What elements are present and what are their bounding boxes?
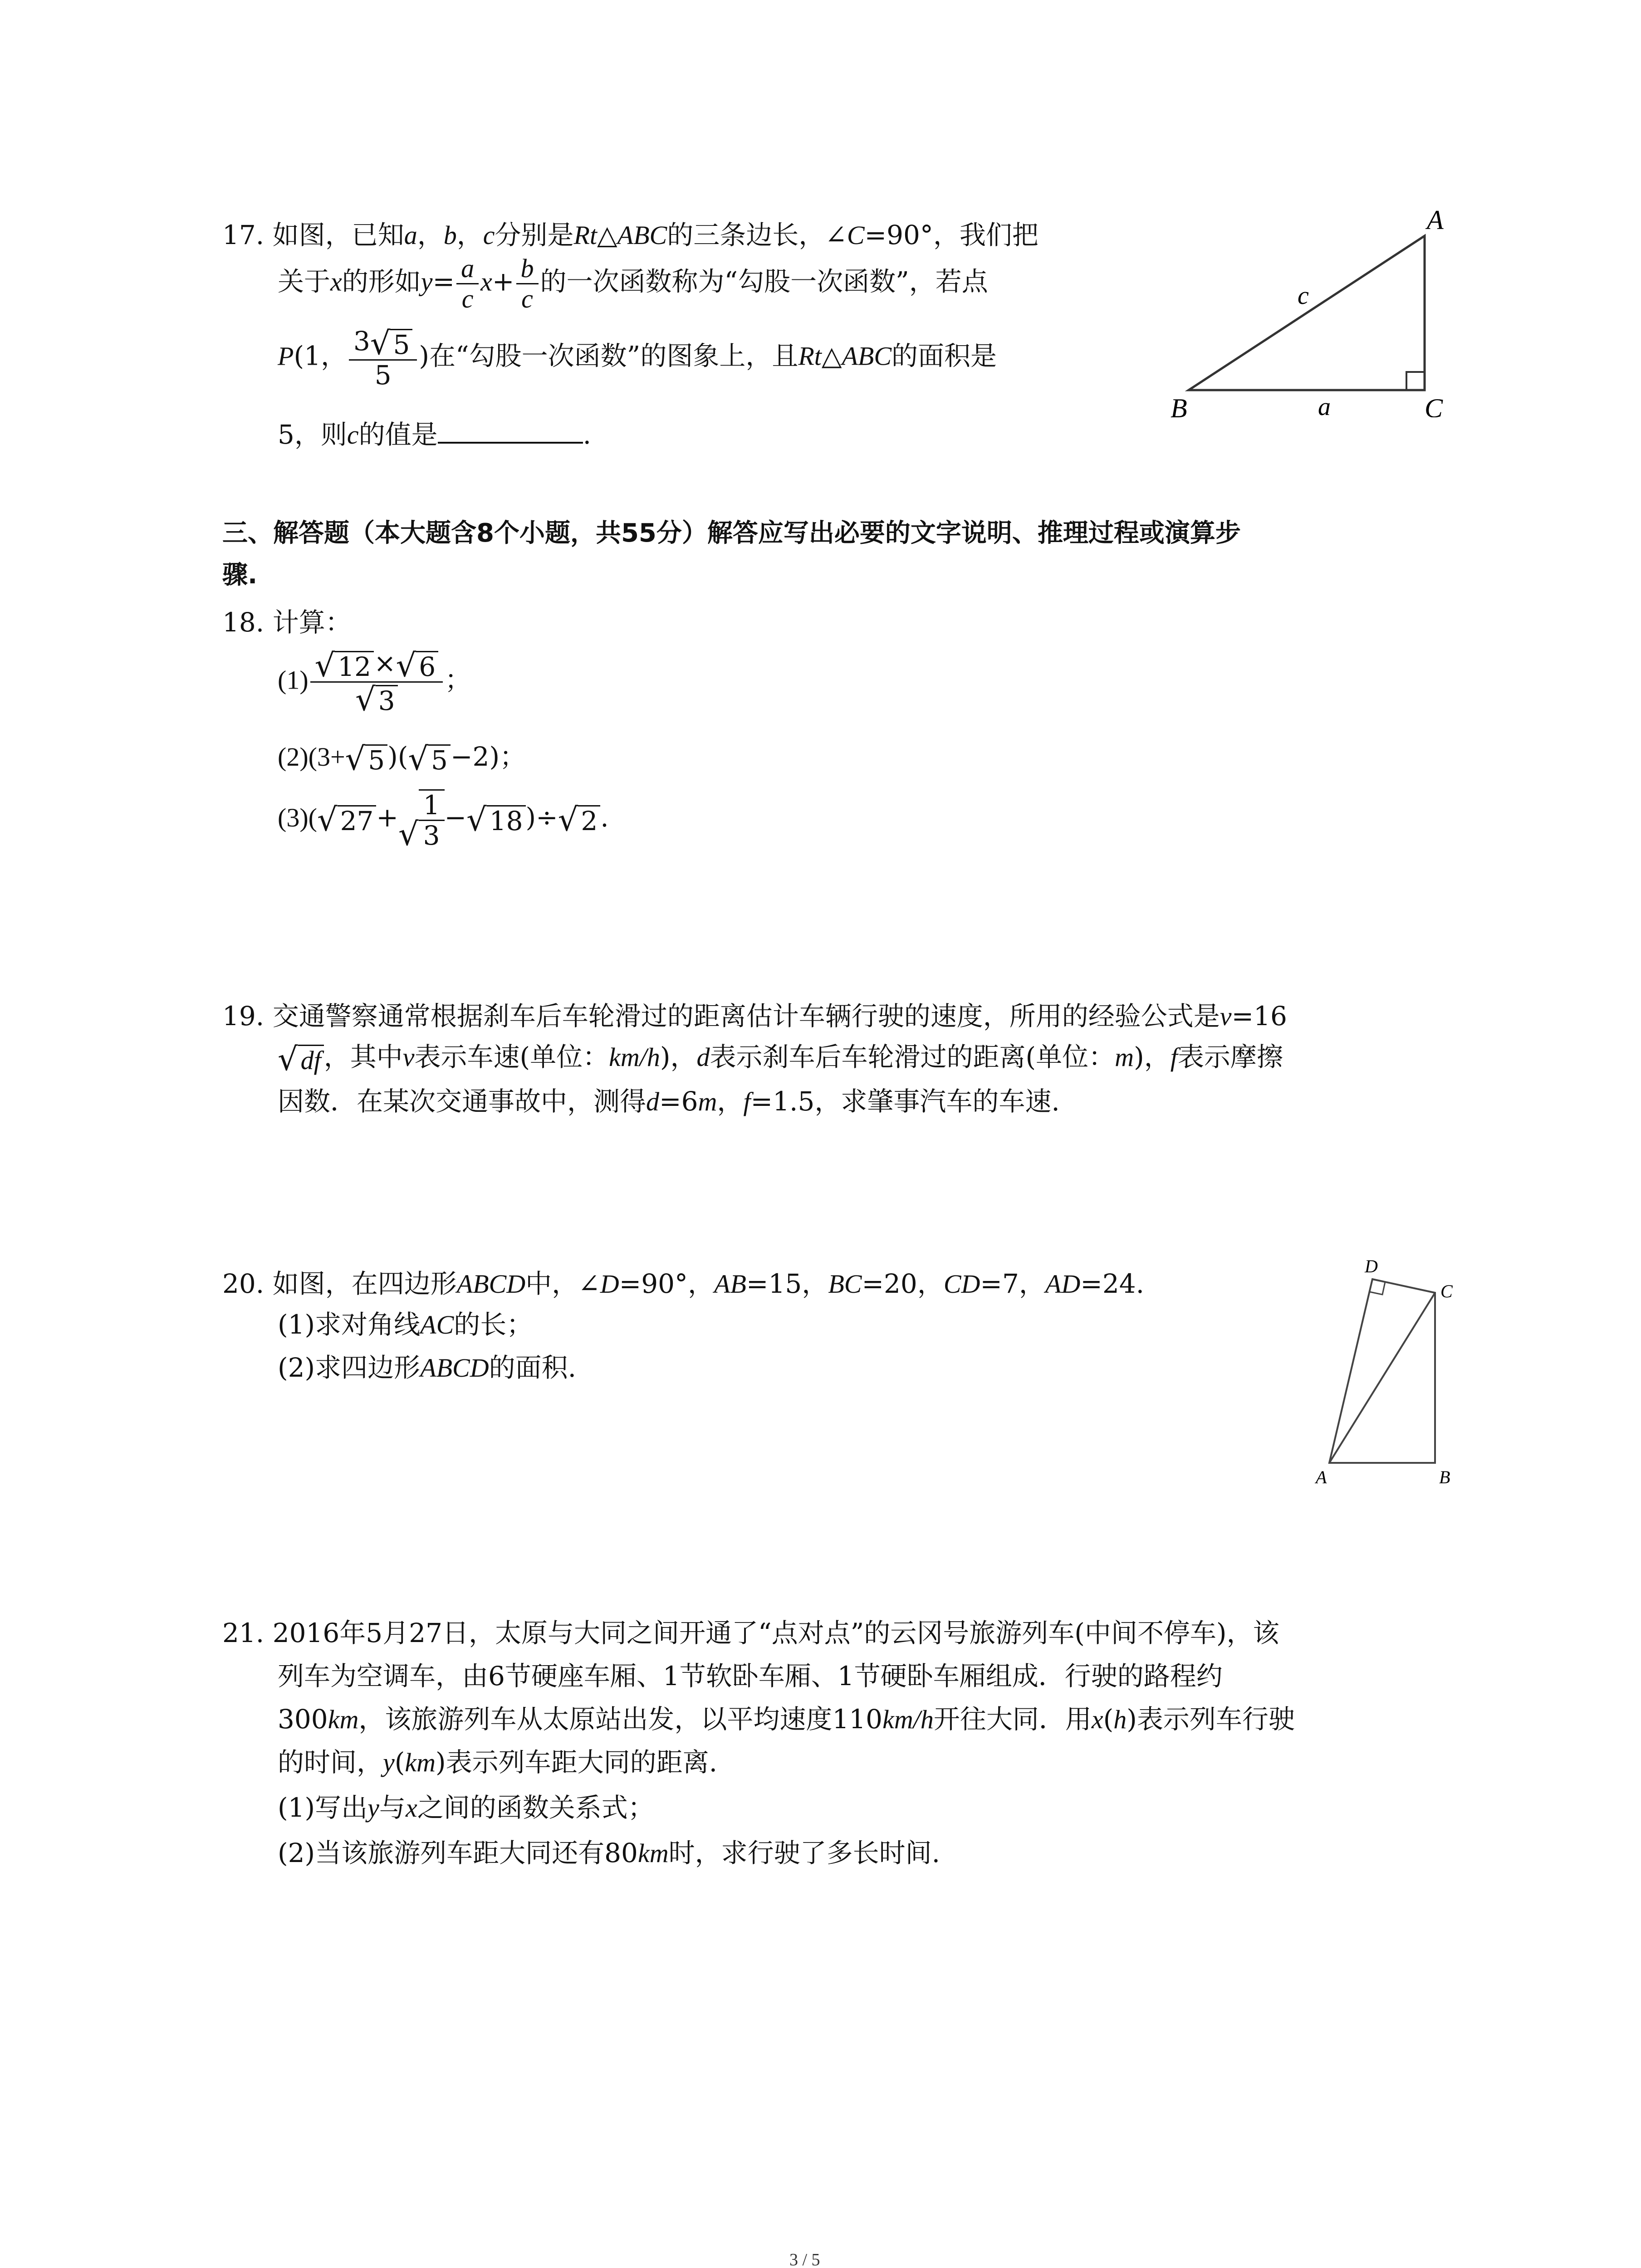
fraction-3root5-over-5: 3 √ 5 5 — [349, 327, 417, 390]
label-B: B — [1171, 393, 1187, 417]
label-C: C — [1425, 393, 1443, 417]
q20-quadrilateral-figure — [1298, 1252, 1479, 1488]
section-3-heading: 三、解答题（本大题含8个小题，共55分）解答应写出必要的文字说明、推理过程或演算步 — [222, 518, 1241, 548]
q21-line-6: (2)当该旅游列车距大同还有80km时，求行驶了多长时间. — [278, 1838, 941, 1868]
q21-line-3: 300km，该旅游列车从太原站出发，以平均速度110km/h开往大同．用x(h)表示列车行驶 — [278, 1704, 1295, 1735]
q20-line-2: (1)求对角线AC的长； — [278, 1309, 533, 1340]
right-angle-mark — [1406, 372, 1425, 390]
q17-line-3: P(1， 3 √ 5 5 )在“勾股一次函数”的图象上，且Rt△ABC的面积是 — [278, 324, 997, 391]
answer-blank[interactable] — [438, 416, 583, 444]
q17-triangle-figure — [1161, 209, 1479, 417]
q20-line-1: 20. 如图，在四边形ABCD中，∠D=90°，AB=15，BC=20，CD=7，AD=24. — [222, 1268, 1145, 1299]
triangle-abc — [1189, 236, 1425, 390]
q18-part-2: (2)(3+ √ 5 )( √ 5 −2)； — [278, 740, 526, 777]
q17-line-4: 5，则c的值是 . — [278, 416, 591, 453]
fraction-q18-1: √ 12 × √ 6 √ 3 — [310, 649, 443, 715]
page-number: 3 / 5 — [789, 2250, 820, 2268]
q18-part-1: (1) √ 12 × √ 6 √ 3 ； — [278, 646, 471, 718]
q18-title: 18. 计算： — [222, 607, 352, 638]
label-c: c — [1298, 282, 1309, 310]
label-A: A — [1427, 209, 1444, 235]
q21-line-1: 21. 2016年5月27日，太原与大同之间开通了“点对点”的云冈号旅游列车(中间不停车)，该 — [222, 1618, 1279, 1648]
quadrilateral-abcd — [1329, 1279, 1435, 1463]
q19-line-3: 因数．在某次交通事故中，测得d=6m，f=1.5，求肇事汽车的车速. — [278, 1086, 1060, 1117]
label-a: a — [1318, 393, 1331, 417]
q18-part-3: (3)( √ 27 + √ $\frac{1}{3}$ − √ 18 )÷ √ 2 . — [278, 790, 609, 853]
q19-line-1: 19. 交通警察通常根据刹车后车轮滑过的距离估计车辆行驶的速度，所用的经验公式是v=16 — [222, 1001, 1287, 1031]
label-C: C — [1440, 1281, 1453, 1301]
fraction-a-over-c: $\frac{a}{c}$ — [456, 254, 479, 313]
diagonal-ac — [1329, 1293, 1435, 1463]
q19-line-2: √ df ，其中v表示车速(单位：km/h)，d表示刹车后车轮滑过的距离(单位：m)，f表示摩擦 — [278, 1040, 1283, 1078]
fraction-b-over-c: $\frac{b}{c}$ — [516, 254, 539, 313]
label-D: D — [1365, 1256, 1378, 1276]
q21-line-5: (1)写出y与x之间的函数关系式； — [278, 1792, 654, 1823]
q21-line-4: 的时间，y(km)表示列车距大同的距离. — [278, 1747, 718, 1778]
q17-line-1: 17. 如图，已知a，b，c分别是Rt△ABC的三条边长，∠C=90°，我们把 — [222, 220, 1038, 250]
label-B: B — [1439, 1467, 1450, 1487]
q17-line-2: 关于x的形如y= $\frac{a}{c}$ x+ $\frac{b}{c}$ 的一次函数称为“勾股一次函数”，若点 — [278, 254, 988, 313]
q21-line-2: 列车为空调车，由6节硬座车厢、1节软卧车厢、1节硬卧车厢组成．行驶的路程约 — [278, 1661, 1223, 1691]
section-3-heading-cont: 骤. — [222, 560, 258, 590]
q20-line-3: (2)求四边形ABCD的面积. — [278, 1352, 577, 1383]
label-A: A — [1316, 1467, 1327, 1487]
